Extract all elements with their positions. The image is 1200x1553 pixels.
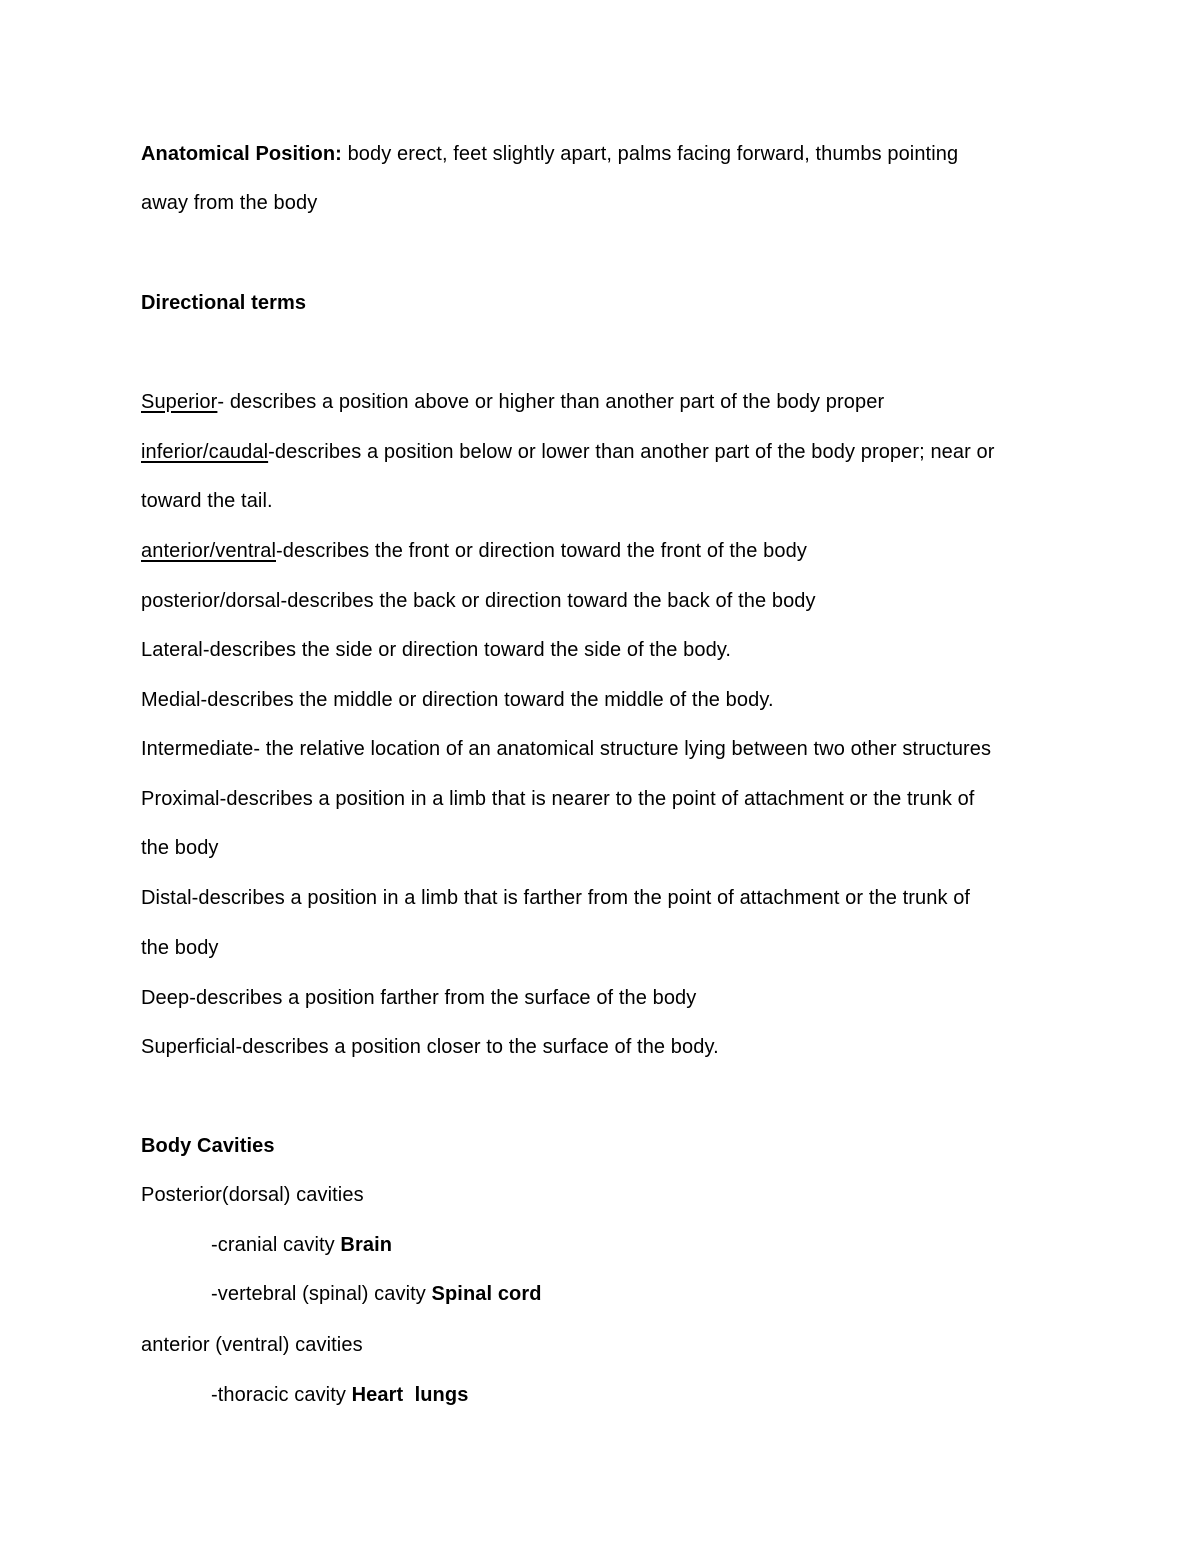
inferior-term: inferior/caudal: [141, 441, 269, 463]
directional-terms-heading: Directional terms: [141, 292, 307, 314]
medial-definition: Medial-describes the middle or direction toward the middle of the body.: [141, 689, 774, 711]
proximal-definition-cont: the body: [141, 837, 219, 859]
anatomical-position-text: body erect, feet slightly apart, palms facing forward, thumbs pointing: [341, 143, 959, 165]
anterior-text: -describes the front or direction toward the front of the body: [276, 540, 807, 562]
cranial-cavity-item: [211, 1233, 392, 1257]
anatomical-position-line-2: away from the body: [141, 192, 318, 214]
anatomical-position-label: Anatomical Position:: [141, 143, 342, 165]
deep-definition: Deep-describes a position farther from the surface of the body: [141, 987, 697, 1009]
thoracic-cavity-organ: Heart lungs: [351, 1384, 469, 1406]
vertebral-cavity-item: [211, 1282, 542, 1306]
vertebral-cavity-organ: Spinal cord: [431, 1283, 542, 1305]
anterior-cavities-label: anterior (ventral) cavities: [141, 1334, 363, 1356]
superior-definition: [141, 390, 884, 414]
anterior-definition: [141, 539, 807, 563]
distal-definition: Distal-describes a position in a limb that is farther from the point of attachment or the trunk of: [141, 887, 971, 909]
anatomical-position-line-1: [141, 142, 958, 166]
proximal-definition: Proximal-describes a position in a limb that is nearer to the point of attachment or the trunk of: [141, 788, 975, 810]
vertebral-cavity-text: -vertebral (spinal) cavity: [211, 1283, 432, 1305]
superior-text: - describes a position above or higher than another part of the body proper: [217, 391, 885, 413]
inferior-definition-cont: toward the tail.: [141, 490, 273, 512]
posterior-cavities-label: Posterior(dorsal) cavities: [141, 1184, 364, 1206]
anterior-term: anterior/ventral: [141, 540, 276, 562]
inferior-definition: [141, 440, 995, 464]
lateral-definition: Lateral-describes the side or direction toward the side of the body.: [141, 639, 732, 661]
distal-definition-cont: the body: [141, 937, 219, 959]
inferior-text: -describes a position below or lower than another part of the body proper; near or: [268, 441, 995, 463]
cranial-cavity-text: -cranial cavity: [211, 1234, 341, 1256]
superficial-definition: Superficial-describes a position closer to the surface of the body.: [141, 1036, 719, 1058]
body-cavities-heading: Body Cavities: [141, 1135, 275, 1157]
thoracic-cavity-text: -thoracic cavity: [211, 1384, 352, 1406]
cranial-cavity-organ: Brain: [340, 1234, 393, 1256]
thoracic-cavity-item: [211, 1383, 468, 1407]
intermediate-definition: Intermediate- the relative location of an anatomical structure lying between two other structures: [141, 738, 992, 760]
superior-term: Superior: [141, 391, 218, 413]
posterior-definition: posterior/dorsal-describes the back or direction toward the back of the body: [141, 590, 816, 612]
